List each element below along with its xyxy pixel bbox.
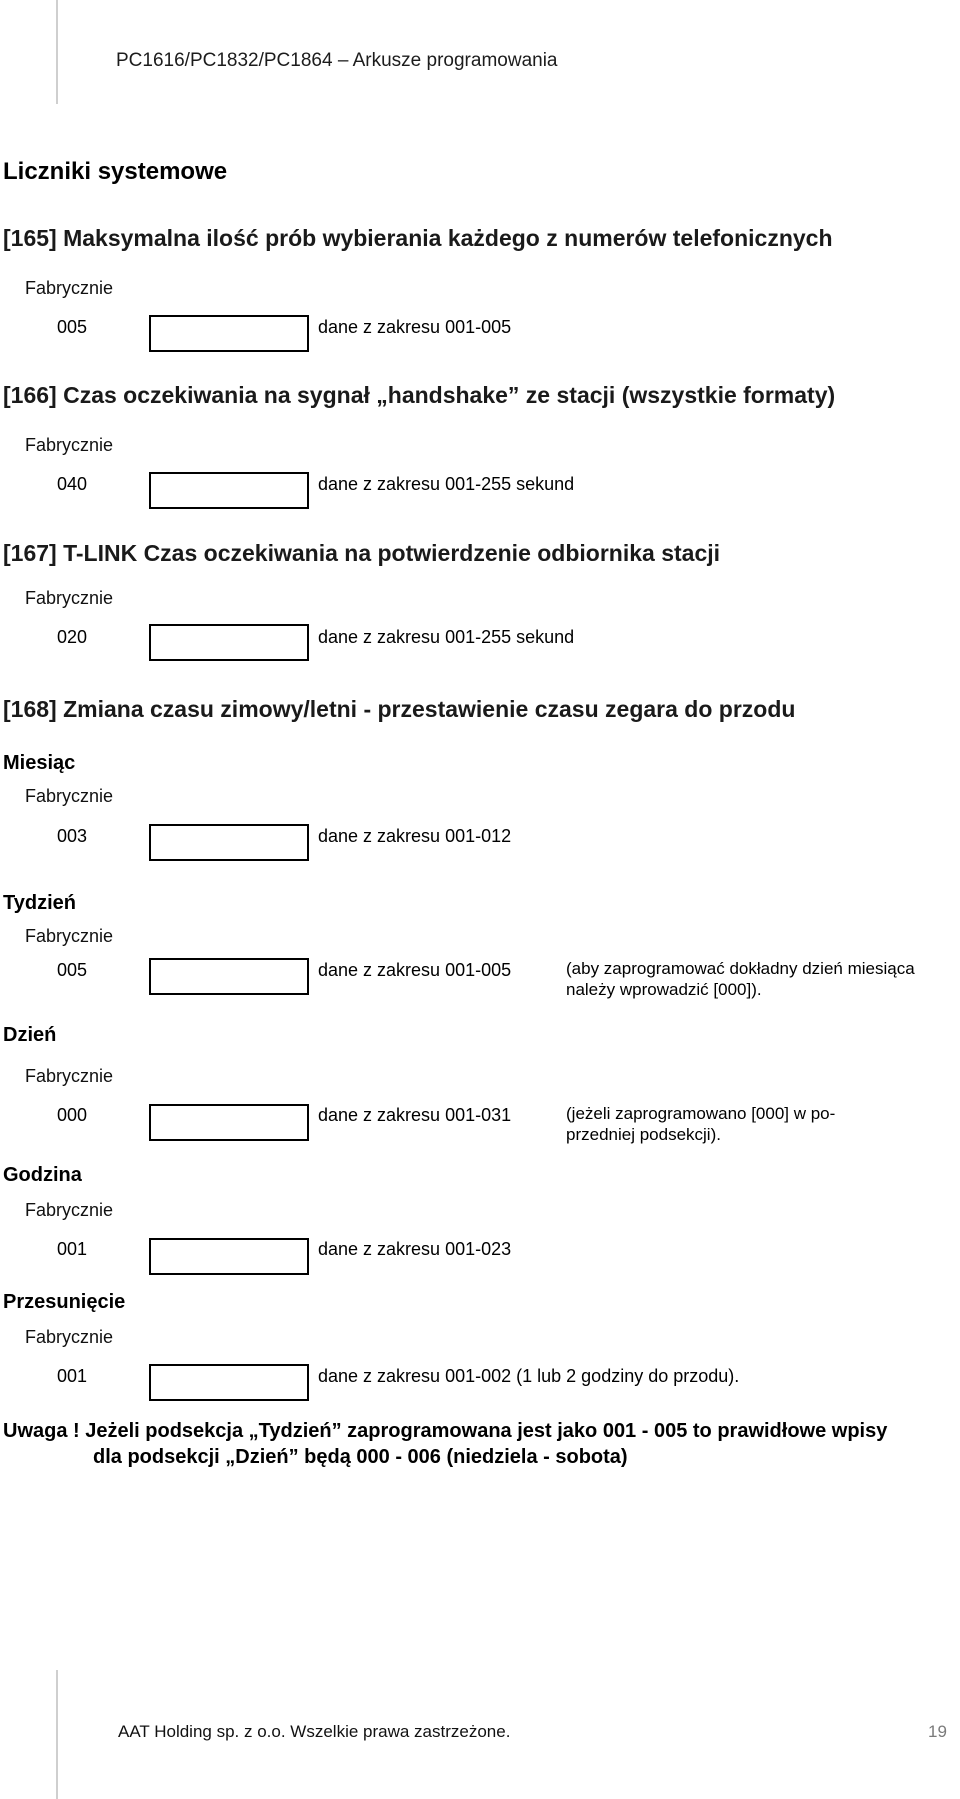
param-167-entry-box[interactable] [149,624,309,661]
param-165-default-value: 005 [57,317,88,337]
section-title: Liczniki systemowe [3,158,228,185]
param-168-month-label: Miesiąc [3,752,76,774]
param-167-factory-label: Fabrycznie [25,588,114,608]
param-168-hour-factory-label: Fabrycznie [25,1200,114,1220]
param-168-week-label: Tydzień [3,892,76,914]
param-166-default-value: 040 [57,474,88,494]
param-166-title: [166] Czas oczekiwania na sygnał „handshake” ze stacji (wszystkie formaty) [3,382,836,408]
param-168-day-note [566,1103,835,1145]
warning-line1: Uwaga ! Jeżeli podsekcja „Tydzień” zaprogramowana jest jako 001 - 005 to prawidłowe wpisy [3,1420,888,1442]
param-168-hour-entry-box[interactable] [149,1238,309,1275]
footer-divider [56,1670,58,1799]
param-168-week-note-line2: należy wprowadzić [000]). [566,980,762,999]
param-168-shift-factory-label: Fabrycznie [25,1327,114,1347]
param-168-day-factory-label: Fabrycznie [25,1066,114,1086]
param-168-week-entry-box[interactable] [149,958,309,995]
param-168-month-default-value: 003 [57,826,88,846]
param-168-week-note [566,958,915,1000]
param-168-day-note-line1: (jeżeli zaprogramowano [000] w po- [566,1104,836,1123]
param-166-factory-label: Fabrycznie [25,435,114,455]
param-168-week-range: dane z zakresu 001-005 [318,960,512,980]
param-168-day-note-line2: przedniej podsekcji). [566,1125,721,1144]
param-168-month-factory-label: Fabrycznie [25,786,114,806]
param-168-shift-entry-box[interactable] [149,1364,309,1401]
param-168-title: [168] Zmiana czasu zimowy/letni - przestawienie czasu zegara do przodu [3,696,796,722]
warning-note [3,1418,887,1470]
param-168-hour-label: Godzina [3,1164,82,1186]
param-168-shift-label: Przesunięcie [3,1291,126,1313]
param-165-title: [165] Maksymalna ilość prób wybierania każdego z numerów telefonicznych [3,225,833,251]
param-168-day-label: Dzień [3,1024,57,1046]
param-166-range: dane z zakresu 001-255 sekund [318,474,575,494]
param-167-range: dane z zakresu 001-255 sekund [318,627,575,647]
param-168-hour-range: dane z zakresu 001-023 [318,1239,512,1259]
page-number: 19 [928,1722,947,1741]
page-header: PC1616/PC1832/PC1864 – Arkusze programowania [116,50,558,71]
param-165-entry-box[interactable] [149,315,309,352]
param-168-shift-default-value: 001 [57,1366,88,1386]
param-168-hour-default-value: 001 [57,1239,88,1259]
header-divider [56,0,58,104]
param-167-title: [167] T-LINK Czas oczekiwania na potwierdzenie odbiornika stacji [3,540,721,566]
param-168-month-entry-box[interactable] [149,824,309,861]
param-168-month-range: dane z zakresu 001-012 [318,826,512,846]
param-165-range: dane z zakresu 001-005 [318,317,512,337]
param-168-day-entry-box[interactable] [149,1104,309,1141]
param-168-week-default-value: 005 [57,960,88,980]
footer-copyright: AAT Holding sp. z o.o. Wszelkie prawa zastrzeżone. [118,1722,511,1741]
param-165-factory-label: Fabrycznie [25,278,114,298]
param-166-entry-box[interactable] [149,472,309,509]
param-168-week-note-line1: (aby zaprogramować dokładny dzień miesiąca [566,959,915,978]
param-168-day-default-value: 000 [57,1105,88,1125]
param-168-week-factory-label: Fabrycznie [25,926,114,946]
param-167-default-value: 020 [57,627,88,647]
param-168-day-range: dane z zakresu 001-031 [318,1105,512,1125]
warning-line2: dla podsekcji „Dzień” będą 000 - 006 (niedziela - sobota) [93,1446,628,1468]
param-168-shift-range: dane z zakresu 001-002 (1 lub 2 godziny do przodu). [318,1366,740,1386]
